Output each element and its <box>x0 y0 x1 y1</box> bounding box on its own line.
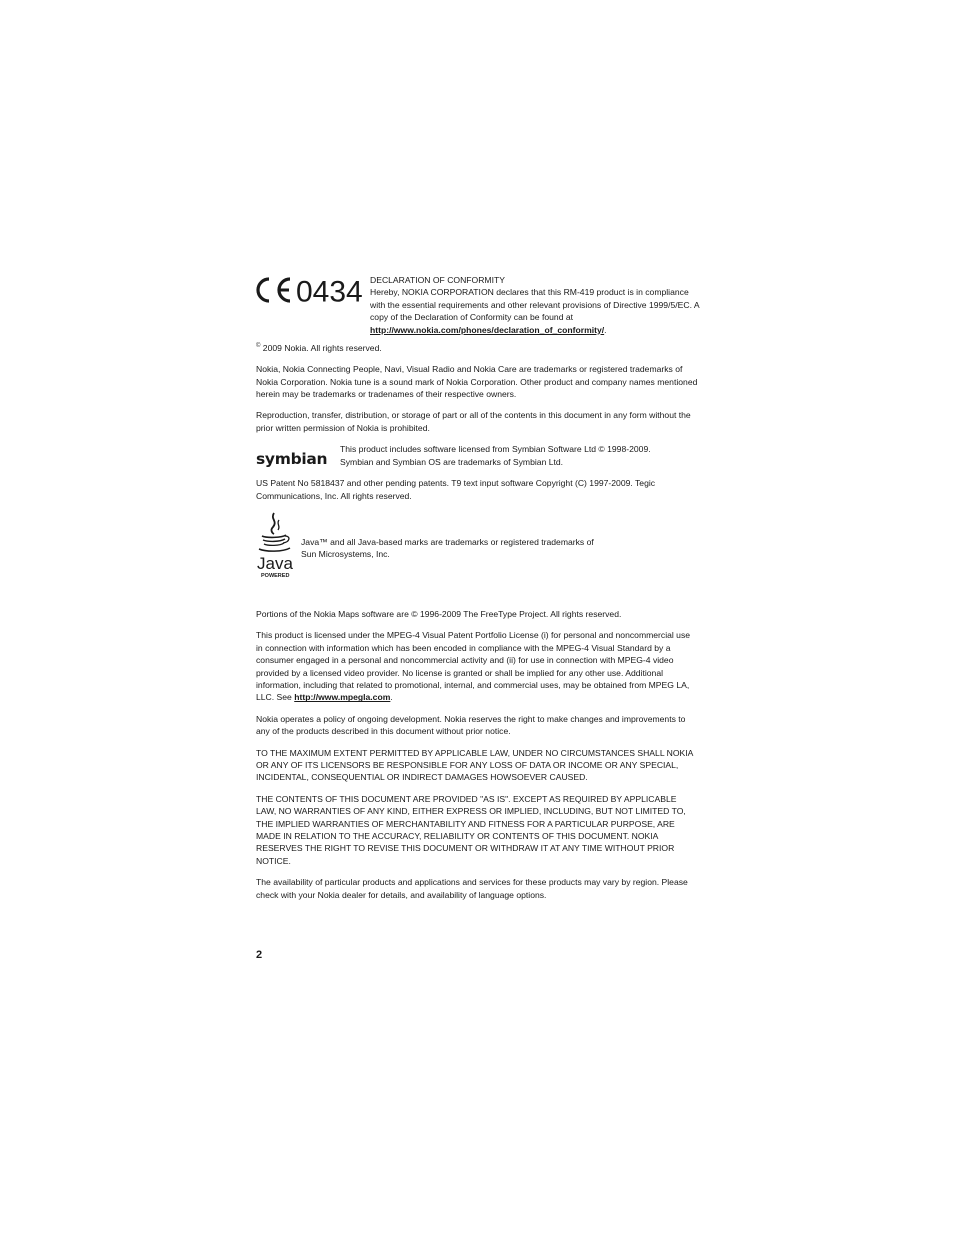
mpeg-link-suffix: . <box>390 692 393 703</box>
java-logo <box>256 511 294 581</box>
symbian-line-1: This product includes software licensed from Symbian Software Ltd © 1998-2009. <box>340 444 651 455</box>
declaration-block <box>256 272 698 340</box>
reproduction-paragraph: Reproduction, transfer, distribution, or storage of part or all of the contents in this document in any form without the prior written permission of Nokia is prohibited. <box>256 410 691 433</box>
page-number: 2 <box>256 949 263 961</box>
declaration-title: DECLARATION OF CONFORMITY <box>370 275 505 285</box>
mpeg-paragraph <box>256 629 698 703</box>
copyright-line <box>256 340 698 354</box>
as-is-paragraph: THE CONTENTS OF THIS DOCUMENT ARE PROVIDED "AS IS". EXCEPT AS REQUIRED BY APPLICABLE LAW, NO WARRANTIES OF ANY KIND, EITHER EXPRESS OR IMPLIED, INCLUDING, BUT NOT LIMITED TO, THE IMPLIED WARRANTIES OF MERCHANTABILITY AND FITNESS FOR A PARTICULAR PURPOSE, ARE MADE IN RELATION TO THE ACCURACY, RELIABILITY OR CONTENTS OF THIS DOCUMENT. NOKIA RESERVES THE RIGHT TO REVISE THIS DOCUMENT OR WITHDRAW IT AT ANY TIME WITHOUT PRIOR NOTICE. <box>256 793 686 866</box>
availability-paragraph: The availability of particular products and applications and services for these products may vary by region. Please check with your Nokia dealer for details, and availability of language options. <box>256 877 688 900</box>
declaration-body: Hereby, NOKIA CORPORATION declares that this RM-419 product is in compliance with the essential requirements and other relevant provisions of Directive 1999/5/EC. A copy of the Declaration of Conformity can be found at <box>370 287 700 323</box>
trademarks-paragraph: Nokia, Nokia Connecting People, Navi, Visual Radio and Nokia Care are trademarks or registered trademarks of Nokia Corporation. Nokia tune is a sound mark of Nokia Corporation. Other product and company names mentioned herein may be trademarks or tradenames of their respective owners. <box>256 364 698 400</box>
freetype-paragraph: Portions of the Nokia Maps software are © 1996-2009 The FreeType Project. All rights reserved. <box>256 608 622 619</box>
patent-paragraph: US Patent No 5818437 and other pending patents. T9 text input software Copyright (C) 1997-2009. Tegic Communications, Inc. All rights reserved. <box>256 478 656 501</box>
declaration-link[interactable]: http://www.nokia.com/phones/declaration_of_conformity/ <box>370 324 605 335</box>
java-block <box>256 511 698 589</box>
java-logo-text: Java <box>257 553 293 573</box>
symbian-block <box>256 443 698 468</box>
symbian-logo <box>256 448 332 470</box>
java-line-2: Sun Microsystems, Inc. <box>301 549 390 560</box>
copyright-text: 2009 Nokia. All rights reserved. <box>260 342 382 353</box>
symbian-logo-text: symbian <box>256 450 328 469</box>
ce-number: 0434 <box>296 276 363 304</box>
declaration-link-suffix: . <box>604 324 607 335</box>
development-paragraph: Nokia operates a policy of ongoing development. Nokia reserves the right to make changes and improvements to any of the products described in this document without prior notice. <box>256 713 686 737</box>
symbian-line-2: Symbian and Symbian OS are trademarks of Symbian Ltd. <box>340 456 564 467</box>
ce-mark-logo <box>256 276 364 304</box>
java-line-1: Java™ and all Java-based marks are trademarks or registered trademarks of <box>301 536 594 547</box>
liability-paragraph: TO THE MAXIMUM EXTENT PERMITTED BY APPLICABLE LAW, UNDER NO CIRCUMSTANCES SHALL NOKIA OR ANY OF ITS LICENSORS BE RESPONSIBLE FOR ANY LOSS OF DATA OR INCOME OR ANY SPECIAL, INCIDENTAL, CONSEQUENTIAL OR INDIRECT DAMAGES HOWSOEVER CAUSED. <box>256 747 693 783</box>
mpeg-link[interactable]: http://www.mpegla.com <box>294 692 391 703</box>
java-logo-sub: POWERED <box>261 572 290 579</box>
mpeg-body: This product is licensed under the MPEG-4 Visual Patent Portfolio License (i) for personal and noncommercial use in connection with information which has been encoded in compliance with the MPEG-4 Visual Standard by a consumer engaged in a personal and noncommercial activity and (ii) for use in connection with MPEG-4 video provided by a licensed video provider. No license is granted or shall be implied for any other use. Additional information, including that related to promotional, internal, and commercial uses, may be obtained from MPEG LA, LLC. See <box>256 630 691 703</box>
document-body <box>256 272 698 910</box>
copyright-symbol: © <box>256 343 261 349</box>
